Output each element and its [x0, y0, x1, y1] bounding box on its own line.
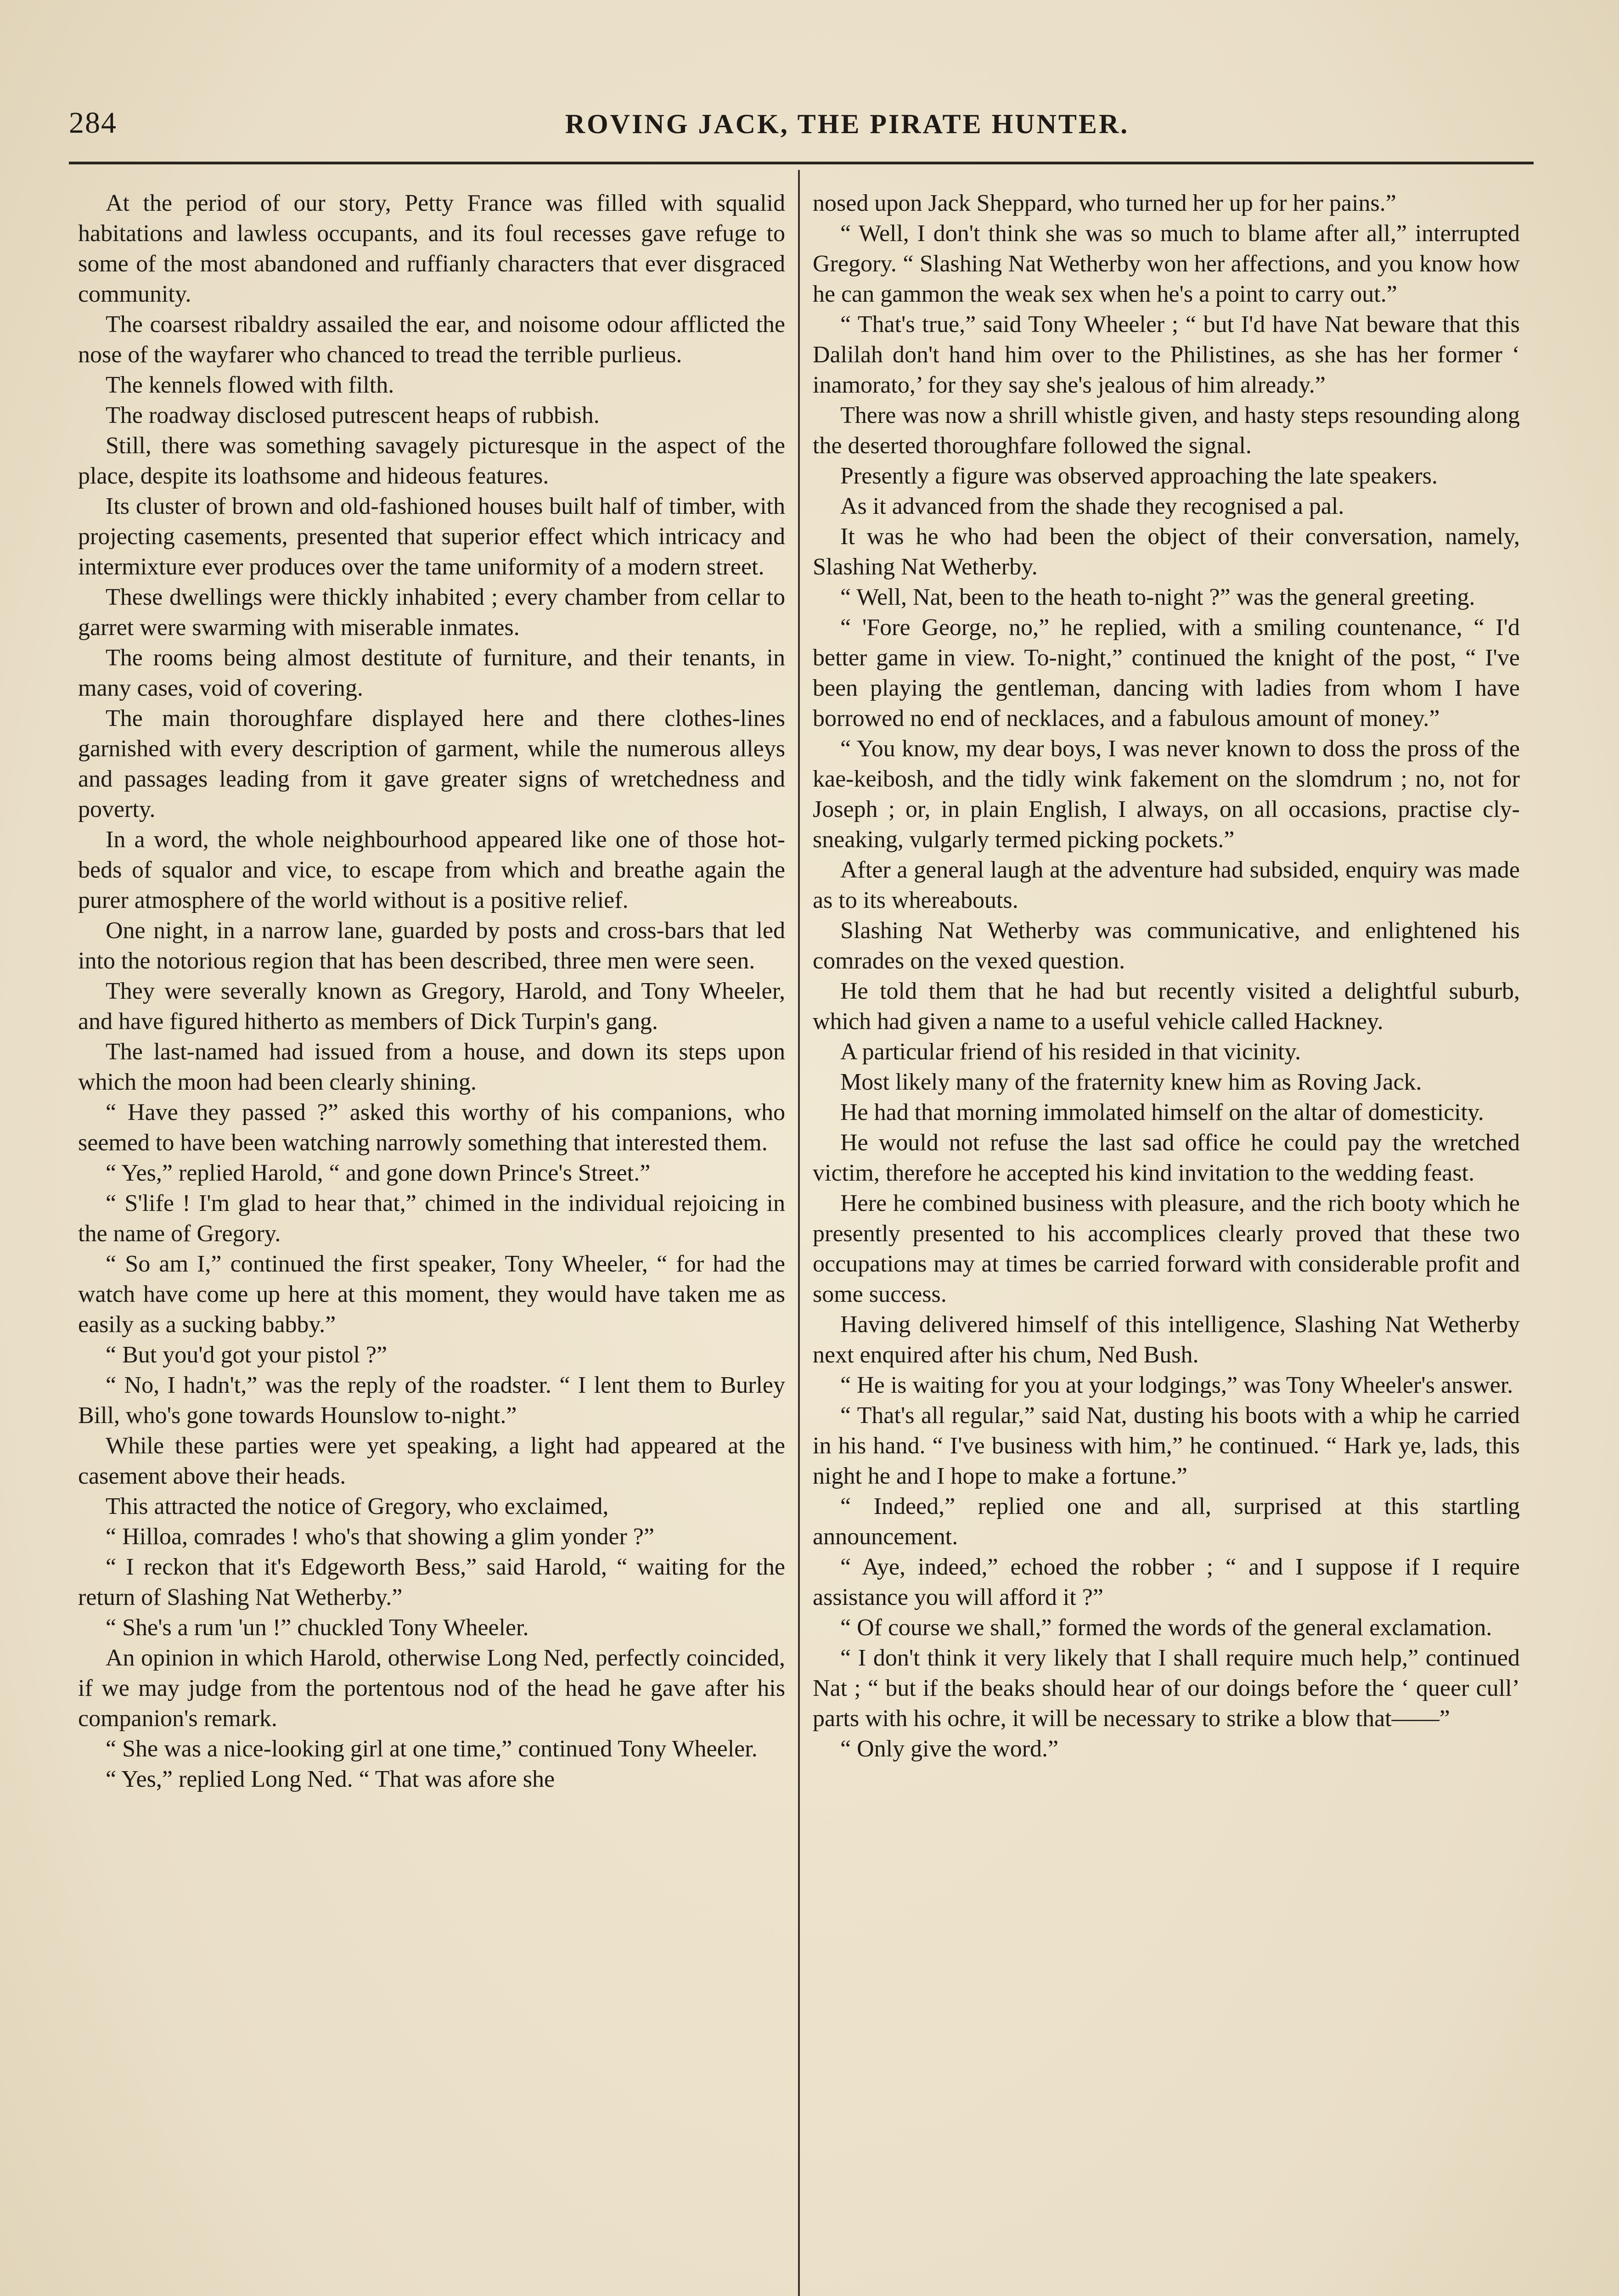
paragraph: “ Yes,” replied Harold, “ and gone down Prince's Street.” — [106, 1160, 651, 1186]
paragraph: “ Have they passed ?” asked this worthy of his companions, who seemed to have been watching narrowly something that interested them. — [78, 1099, 785, 1156]
paragraph: After a general laugh at the adventure had subsided, enquiry was made as to its whereabouts. — [813, 857, 1520, 913]
paragraph: There was now a shrill whistle given, and hasty steps resounding along the deserted thoroughfare followed the signal. — [813, 402, 1520, 459]
paragraph: The roadway disclosed putrescent heaps of rubbish. — [106, 402, 600, 428]
paragraph: “ Yes,” replied Long Ned. “ That was afore she — [106, 1766, 555, 1792]
paragraph: “ So am I,” continued the first speaker, Tony Wheeler, “ for had the watch have come up here at this moment, they would have taken me as easily as a sucking babby.” — [78, 1251, 785, 1338]
paragraph: In a word, the whole neighbourhood appeared like one of those hot-beds of squalor and vice, to escape from which and breathe again the purer atmosphere of the world without is a positive relief. — [78, 827, 785, 913]
running-title: ROVING JACK, THE PIRATE HUNTER. — [565, 109, 1130, 139]
paragraph: nosed upon Jack Sheppard, who turned her up for her pains.” — [813, 190, 1396, 216]
paragraph: “ She's a rum 'un !” chuckled Tony Wheeler. — [106, 1615, 529, 1641]
paragraph: “ Well, I don't think she was so much to blame after all,” interrupted Gregory. “ Slashing Nat Wetherby won her affections, and you know how he can gammon the weak sex when he's a point to carry out.” — [813, 220, 1520, 307]
paragraph: It was he who had been the object of their conversation, namely, Slashing Nat Wetherby. — [813, 523, 1520, 580]
paragraph: He told them that he had but recently visited a delightful suburb, which had given a name to a useful vehicle called Hackney. — [813, 978, 1520, 1035]
paragraph: One night, in a narrow lane, guarded by posts and cross-bars that led into the notorious region that has been described, three men were seen. — [78, 917, 785, 974]
paragraph: “ Only give the word.” — [840, 1736, 1059, 1762]
paragraph: Most likely many of the fraternity knew him as Roving Jack. — [840, 1069, 1422, 1095]
paragraph: Still, there was something savagely picturesque in the aspect of the place, despite its loathsome and hideous features. — [78, 433, 785, 489]
paragraph: He would not refuse the last sad office he could pay the wretched victim, therefore he accepted his kind invitation to the wedding feast. — [813, 1130, 1520, 1186]
paragraph: “ You know, my dear boys, I was never known to doss the pross of the kae-keibosh, and the tidly wink fakement on the slomdrum ; no, not for Joseph ; or, in plain English, I always, on all occasions, practise cly-sneaking, vulgarly termed picking pockets.” — [813, 736, 1520, 853]
paragraph: The last-named had issued from a house, and down its steps upon which the moon had been clearly shining. — [78, 1039, 785, 1095]
paragraph: Presently a figure was observed approaching the late speakers. — [840, 463, 1438, 489]
paragraph: “ But you'd got your pistol ?” — [106, 1342, 388, 1368]
paragraph: “ That's true,” said Tony Wheeler ; “ but I'd have Nat beware that this Dalilah don't hand him over to the Philistines, as she has her former ‘ inamorato,’ for they say she's jealous of him already.” — [813, 311, 1520, 398]
paragraph: This attracted the notice of Gregory, who exclaimed, — [106, 1493, 609, 1519]
paragraph: A particular friend of his resided in that vicinity. — [840, 1039, 1301, 1065]
paragraph: “ He is waiting for you at your lodgings,” was Tony Wheeler's answer. — [840, 1372, 1513, 1398]
paragraph: “ Indeed,” replied one and all, surprised at this startling announcement. — [813, 1493, 1520, 1550]
paragraph: The rooms being almost destitute of furniture, and their tenants, in many cases, void of covering. — [78, 645, 785, 701]
paragraph: “ Aye, indeed,” echoed the robber ; “ and I suppose if I require assistance you will afford it ?” — [813, 1554, 1520, 1610]
paragraph: Having delivered himself of this intelligence, Slashing Nat Wetherby next enquired after his chum, Ned Bush. — [813, 1311, 1520, 1368]
column-divider — [798, 170, 800, 2296]
paragraph: While these parties were yet speaking, a light had appeared at the casement above their heads. — [78, 1433, 785, 1489]
paragraph: Slashing Nat Wetherby was communicative, and enlightened his comrades on the vexed question. — [813, 917, 1520, 974]
page-number: 284 — [69, 106, 117, 140]
paragraph: As it advanced from the shade they recognised a pal. — [840, 493, 1344, 519]
paragraph: At the period of our story, Petty France was filled with squalid habitations and lawless occupants, and its foul recesses gave refuge to some of the most abandoned and ruffianly characters that ever disgraced community. — [78, 190, 785, 307]
paragraph: These dwellings were thickly inhabited ; every chamber from cellar to garret were swarming with miserable inmates. — [78, 584, 785, 641]
paragraph: “ That's all regular,” said Nat, dusting his boots with a whip he carried in his hand. “ I've business with him,” he continued. “ Hark ye, lads, this night he and I hope to make a fortune.” — [813, 1402, 1520, 1489]
paragraph: “ Of course we shall,” formed the words of the general exclamation. — [840, 1615, 1492, 1641]
paragraph: “ She was a nice-looking girl at one time,” continued Tony Wheeler. — [106, 1736, 758, 1762]
paragraph: Its cluster of brown and old-fashioned houses built half of timber, with projecting casements, presented that superior effect which intricacy and intermixture ever produces over the tame uniformity of a modern street. — [78, 493, 785, 580]
paragraph: “ Hilloa, comrades ! who's that showing a glim yonder ?” — [106, 1524, 654, 1550]
paragraph: The kennels flowed with filth. — [106, 372, 394, 398]
paragraph: “ I reckon that it's Edgeworth Bess,” said Harold, “ waiting for the return of Slashing Nat Wetherby.” — [78, 1554, 785, 1610]
paragraph: “ S'life ! I'm glad to hear that,” chimed in the individual rejoicing in the name of Gregory. — [78, 1190, 785, 1247]
header-rule — [69, 162, 1534, 164]
paragraph: Here he combined business with pleasure, and the rich booty which he presently presented to his accomplices clearly proved that these two occupations may at times be carried forward with considerable profit and some success. — [813, 1190, 1520, 1307]
paragraph: “ No, I hadn't,” was the reply of the roadster. “ I lent them to Burley Bill, who's gone towards Hounslow to-night.” — [78, 1372, 785, 1429]
paragraph: The main thoroughfare displayed here and there clothes-lines garnished with every description of garment, while the numerous alleys and passages leading from it gave greater signs of wretchedness and poverty. — [78, 705, 785, 822]
paragraph: An opinion in which Harold, otherwise Long Ned, perfectly coincided, if we may judge from the portentous nod of the head he gave after his companion's remark. — [78, 1645, 785, 1732]
right-column — [813, 188, 1520, 1764]
paragraph: “ Well, Nat, been to the heath to-night ?” was the general greeting. — [840, 584, 1475, 610]
left-column — [78, 188, 785, 1795]
paragraph: “ I don't think it very likely that I shall require much help,” continued Nat ; “ but if the beaks should hear of our doings before the ‘ queer cull’ parts with his ochre, it will be necessary to strike a blow that——” — [813, 1645, 1520, 1732]
paragraph: The coarsest ribaldry assailed the ear, and noisome odour afflicted the nose of the wayfarer who chanced to tread the terrible purlieus. — [78, 311, 785, 368]
page-header — [69, 96, 1534, 165]
paragraph: They were severally known as Gregory, Harold, and Tony Wheeler, and have figured hitherto as members of Dick Turpin's gang. — [78, 978, 785, 1035]
paragraph: “ 'Fore George, no,” he replied, with a smiling countenance, “ I'd better game in view. To-night,” continued the knight of the post, “ I've been playing the gentleman, dancing with ladies from whom I have borrowed no end of necklaces, and a fabulous amount of money.” — [813, 614, 1520, 732]
paragraph: He had that morning immolated himself on the altar of domesticity. — [840, 1099, 1484, 1125]
